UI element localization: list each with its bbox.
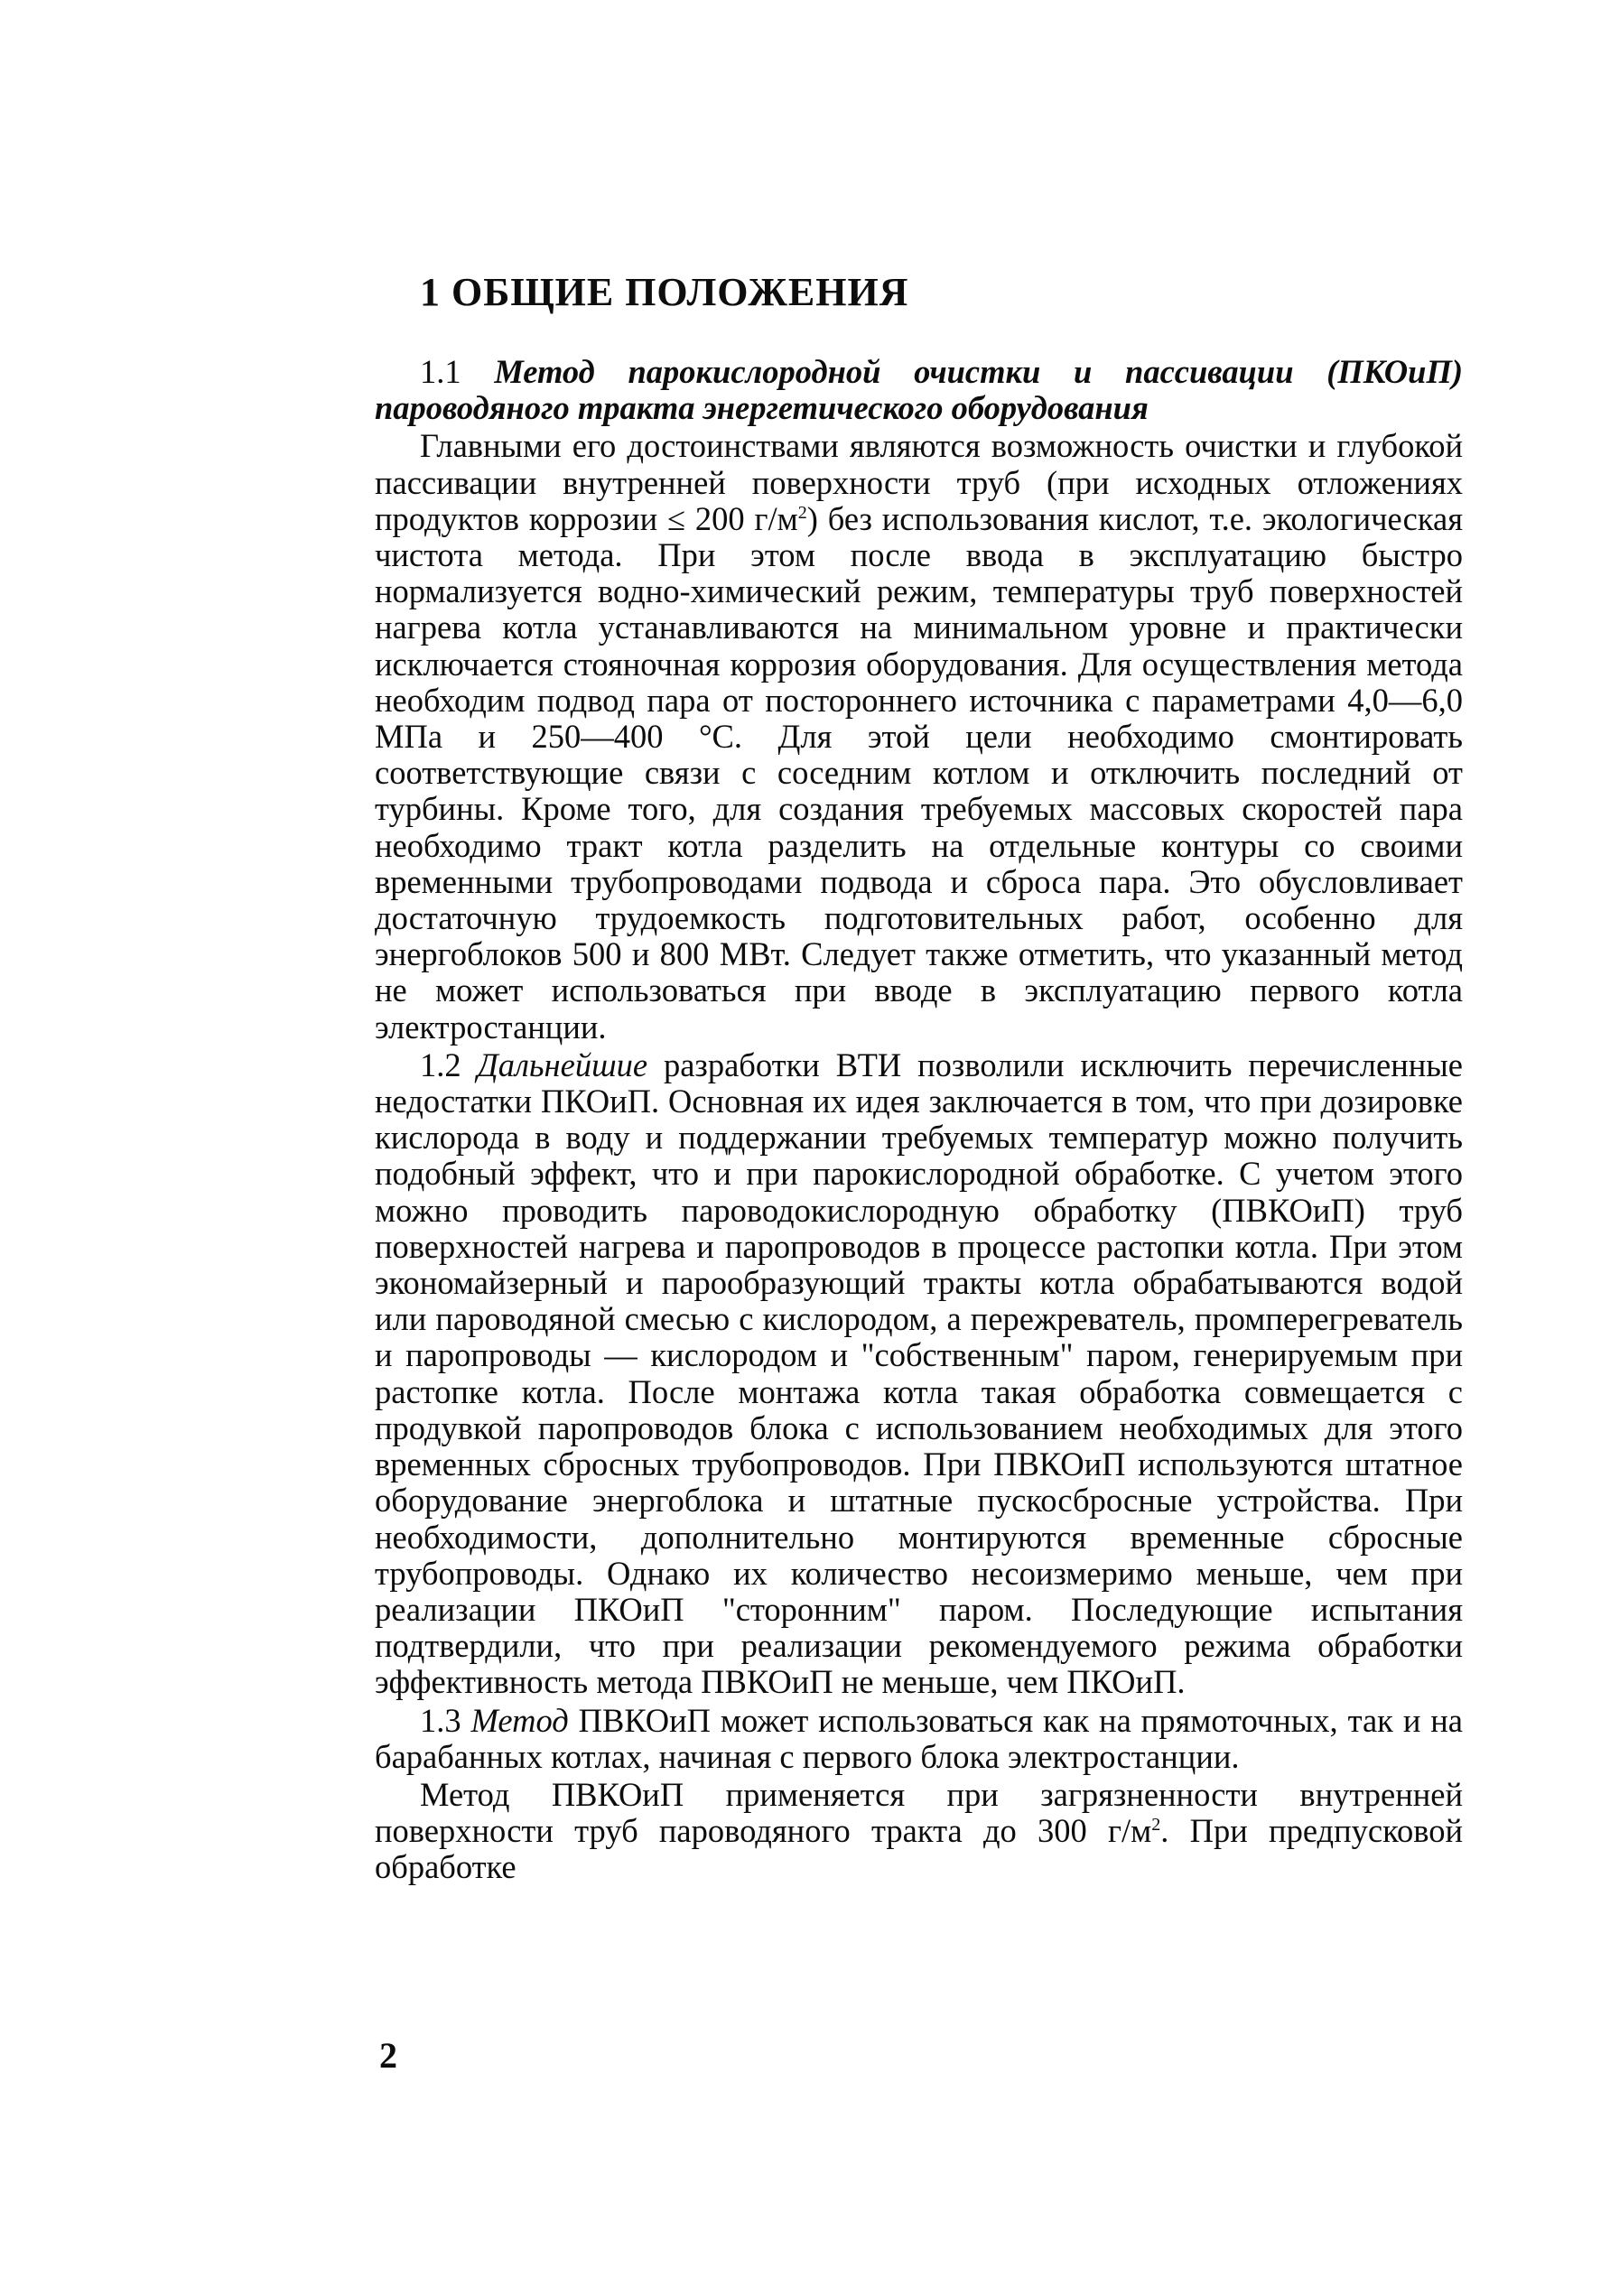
paragraph-1-2 xyxy=(375,1047,1463,1701)
paragraph-text: Метод ПВКОиП применяется при загрязненности внутренней поверхности труб пароводяного тракта до 300 г/м xyxy=(375,1775,1463,1850)
clause-lead: Дальнейшие xyxy=(477,1046,648,1083)
paragraph-text: ) без использования кислот, т.е. экологическая чистота метода. При этом после ввода в эксплуатацию быстро нормализуется водно-химический режим, температуры труб поверхностей нагрева котла устанавливаются на минимальном уровне и практически исключается стояночная коррозия оборудования. Для осуществления метода необходим подвод пара от постороннего источника с параметрами 4,0—6,0 МПа и 250—400 °С. Для этой цели необходимо смонтировать соответствующие связи с соседним котлом и отключить последний от турбины. Кроме того, для создания требуемых массовых скоростей пара необходимо тракт котла разделить на отдельные контуры со своими временными трубопроводами подвода и сброса пара. Это обусловливает достаточную трудоемкость подготовительных работ, особенно для энергоблоков 500 и 800 МВт. Следует также отметить, что указанный метод не может использоваться при вводе в эксплуатацию первого котла электростанции. xyxy=(375,499,1463,1046)
paragraph-text: ПВКОиП может использоваться как на прямоточных, так и на барабанных котлах, начиная с первого блока электростанции. xyxy=(375,1701,1463,1775)
clause-number: 1.1 xyxy=(420,353,461,390)
paragraph-1-3 xyxy=(375,1703,1463,1775)
body-text xyxy=(375,354,1463,1888)
clause-number: 1.2 xyxy=(420,1046,461,1083)
clause-number: 1.3 xyxy=(420,1701,461,1739)
paragraph-text: разработки ВТИ позволили исключить перечисленные недостатки ПКОиП. Основная их идея заключается в том, что при дозировке кислорода в воду и поддержании требуемых температур можно получить подобный эффект, что и при парокислородной обработке. С учетом этого можно проводить пароводокислородную обработку (ПВКОиП) труб поверхностей нагрева и паропроводов в процессе растопки котла. При этом экономайзерный и парообразующий тракты котла обрабатываются водой или пароводяной смесью с кислородом, а пережреватель, промперегреватель и паропроводы — кислородом и "собственным" паром, генерируемым при растопке котла. После монтажа котла такая обработка совмещается с продувкой паропроводов блока с использованием необходимых для этого временных сбросных трубопроводов. При ПВКОиП используются штатное оборудование энергоблока и штатные пускосбросные устройства. При необходимости, дополнительно монтируются временные сбросные трубопроводы. Однако их количество несоизмеримо меньше, чем при реализации ПКОиП "сторонним" паром. Последующие испытания подтвердили, что при реализации рекомендуемого режима обработки эффективность метода ПВКОиП не меньше, чем ПКОиП. xyxy=(375,1046,1463,1701)
clause-lead: Метод xyxy=(470,1701,569,1739)
paragraph-text: Главными его достоинствами являются возможность очистки и глубокой пассивации внутренней поверхности труб (при исходных отложениях продуктов коррозии ≤ 200 г/м xyxy=(375,427,1463,537)
section-heading: 1 ОБЩИЕ ПОЛОЖЕНИЯ xyxy=(420,270,909,314)
superscript: 2 xyxy=(1151,1814,1161,1835)
paragraph-text: . При предпусковой обработке xyxy=(375,1812,1463,1886)
paragraph-1-1-title xyxy=(375,354,1463,426)
paragraph-1-1-body xyxy=(375,428,1463,1045)
superscript: 2 xyxy=(797,502,807,523)
page-number: 2 xyxy=(379,2035,397,2076)
clause-title: Метод парокислородной очистки и пассивации (ПКОиП) пароводяного тракта энергетического оборудования xyxy=(375,353,1464,427)
paragraph-method xyxy=(375,1777,1463,1886)
